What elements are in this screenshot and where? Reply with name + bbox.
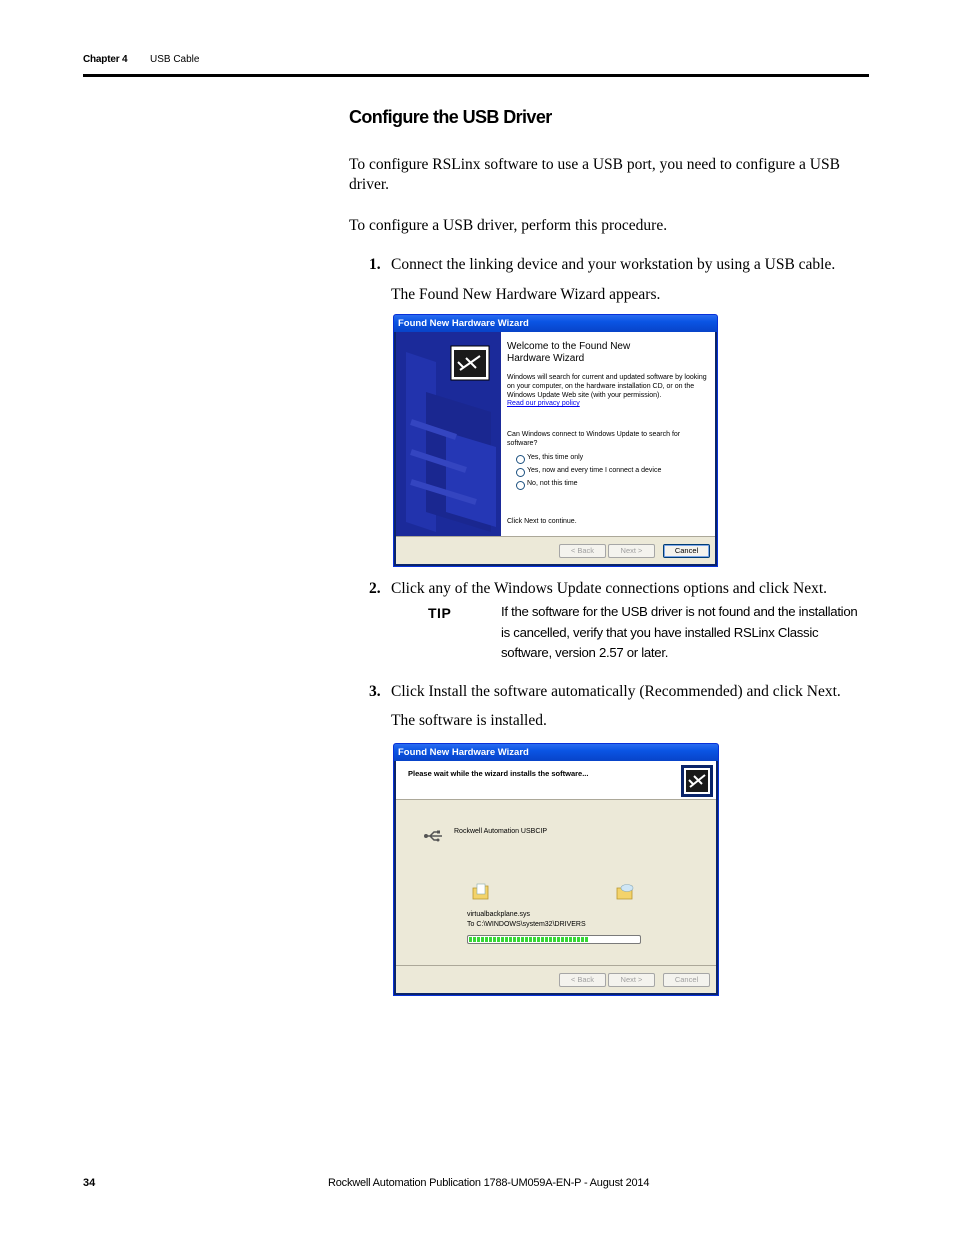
wizard-2-title: Found New Hardware Wizard xyxy=(394,744,718,761)
tip-text: If the software for the USB driver is not found and the installation is cancelled, verify that you have installed RSLinx Classic software, version 2.57 or later. xyxy=(501,604,858,660)
wizard-2-body xyxy=(396,761,716,993)
step-2-number: 2. xyxy=(369,580,381,597)
wizard-content xyxy=(501,332,715,536)
wizard-1-heading: Welcome to the Found New Hardware Wizard xyxy=(507,341,631,364)
wizard-1-question: Can Windows connect to Windows Update to search for software? xyxy=(507,431,681,447)
step-3-text: Click Install the software automatically (Recommended) and click Next. xyxy=(391,683,841,700)
progress-bar xyxy=(467,935,641,944)
step-1-number: 1. xyxy=(369,256,381,273)
next-button[interactable]: Next > xyxy=(608,973,655,987)
step-3-number: 3. xyxy=(369,683,381,700)
radio-option-1-label: Yes, this time only xyxy=(527,454,584,461)
radio-option-2-label: Yes, now and every time I connect a device xyxy=(527,467,662,474)
wizard-2-separator xyxy=(396,965,716,966)
header-rule xyxy=(83,74,869,77)
cancel-button[interactable]: Cancel xyxy=(663,544,710,558)
step-1-result: The Found New Hardware Wizard appears. xyxy=(391,286,661,303)
progress-bar-fill xyxy=(469,937,589,942)
chapter-title: USB Cable xyxy=(150,54,200,65)
intro-paragraph-1: To configure RSLinx software to use a USB port, you need to configure a USB driver. xyxy=(349,156,840,193)
cancel-button[interactable]: Cancel xyxy=(663,973,710,987)
radio-option-2[interactable] xyxy=(516,468,525,477)
wizard-window-installing xyxy=(393,743,719,996)
tip-label: TIP xyxy=(428,605,452,621)
back-button[interactable]: < Back xyxy=(559,544,606,558)
next-button[interactable]: Next > xyxy=(608,544,655,558)
wizard-side-panel xyxy=(396,332,501,536)
privacy-policy-link[interactable]: Read our privacy policy xyxy=(507,400,580,407)
step-1-text: Connect the linking device and your workstation by using a USB cable. xyxy=(391,256,836,273)
back-button[interactable]: < Back xyxy=(559,973,606,987)
wizard-window-welcome xyxy=(393,314,718,567)
radio-option-1[interactable] xyxy=(516,455,525,464)
step-2-text: Click any of the Windows Update connections options and click Next. xyxy=(391,580,828,597)
publication-info: Rockwell Automation Publication 1788-UM059A-EN-P - August 2014 xyxy=(328,1177,650,1189)
wizard-1-title: Found New Hardware Wizard xyxy=(394,315,717,332)
intro-paragraph-2: To configure a USB driver, perform this procedure. xyxy=(349,217,668,234)
wizard-2-header xyxy=(396,761,716,800)
wizard-1-separator xyxy=(396,536,715,537)
wizard-graphic xyxy=(396,332,501,536)
page-number: 34 xyxy=(83,1177,96,1189)
hardware-wizard-icon xyxy=(681,765,713,797)
wizard-1-body xyxy=(396,332,715,564)
step-3-result: The software is installed. xyxy=(391,712,547,729)
chapter-label: Chapter 4 xyxy=(83,54,128,65)
wizard-1-footer-text: Click Next to continue. xyxy=(507,518,577,525)
folder-source-icon xyxy=(472,883,492,901)
device-name: Rockwell Automation USBCIP xyxy=(454,828,547,835)
folder-destination-icon xyxy=(616,883,638,901)
usb-icon xyxy=(424,829,444,843)
wizard-1-description: Windows will search for current and updated software by looking on your computer, on the hardware installation CD, or on the Windows Update Web site (with your permission). xyxy=(507,374,707,399)
file-name: virtualbackplane.sys xyxy=(467,911,531,918)
section-title: Configure the USB Driver xyxy=(349,107,552,127)
destination-path: To C:\WINDOWS\system32\DRIVERS xyxy=(467,921,586,928)
radio-option-3-label: No, not this time xyxy=(527,480,578,487)
radio-option-3[interactable] xyxy=(516,481,525,490)
wizard-2-heading: Please wait while the wizard installs the software... xyxy=(408,769,589,778)
